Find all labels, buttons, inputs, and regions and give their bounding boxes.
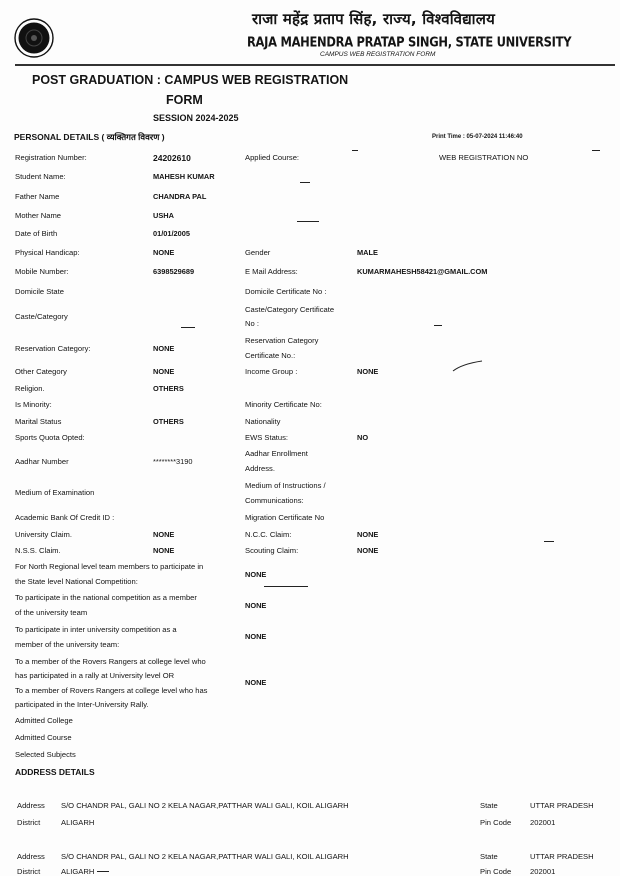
inter-univ-label-2: member of the university team:: [15, 640, 120, 649]
dob-value: 01/01/2005: [153, 229, 190, 238]
university-claim-value: NONE: [153, 530, 175, 539]
sports-quota-label: Sports Quota Opted:: [15, 433, 85, 442]
minority-cert-label: Minority Certificate No:: [245, 400, 322, 409]
north-regional-label-2: the State level National Competition:: [15, 577, 138, 586]
address-label: Address: [17, 852, 45, 861]
address-details-heading: ADDRESS DETAILS: [15, 767, 95, 777]
scan-speck: [264, 586, 308, 587]
mobile-value: 6398529689: [153, 267, 195, 276]
rovers-value: NONE: [245, 678, 267, 687]
admitted-college-label: Admitted College: [15, 716, 73, 725]
student-name-label: Student Name:: [15, 172, 66, 181]
caste-label: Caste/Category: [15, 312, 68, 321]
marital-label: Marital Status: [15, 417, 62, 426]
aadhar-enrollment-label-2: Address.: [245, 464, 275, 473]
form-title-line2: FORM: [166, 93, 203, 107]
scan-speck: [592, 150, 600, 151]
aadhar-value: ********3190: [153, 457, 193, 466]
caste-cert-label: Caste/Category Certificate: [245, 305, 335, 314]
other-category-label: Other Category: [15, 367, 67, 376]
reservation-value: NONE: [153, 344, 175, 353]
rovers-label-2: has participated in a rally at University level OR: [15, 671, 175, 680]
admitted-course-label: Admitted Course: [15, 733, 72, 742]
nationality-label: Nationality: [245, 417, 281, 426]
rovers-label: To a member of the Rovers Rangers at college level who: [15, 657, 206, 666]
student-name-value: MAHESH KUMAR: [153, 172, 215, 181]
north-regional-label: For North Regional level team members to participate in: [15, 562, 204, 571]
nss-claim-label: N.S.S. Claim.: [15, 546, 61, 555]
father-name-value: CHANDRA PAL: [153, 192, 207, 201]
mobile-label: Mobile Number:: [15, 267, 69, 276]
mother-name-label: Mother Name: [15, 211, 62, 220]
ews-label: EWS Status:: [245, 433, 289, 442]
scan-speck: [544, 541, 554, 542]
university-logo-icon: [14, 18, 54, 58]
scan-speck: [97, 871, 109, 872]
inter-univ-label: To participate in inter university competition as a: [15, 625, 177, 634]
form-title-line1: POST GRADUATION : CAMPUS WEB REGISTRATION: [32, 73, 349, 87]
rovers-label-3: To a member of Rovers Rangers at college level who has: [15, 686, 208, 695]
pin-code-label: Pin Code: [480, 867, 512, 876]
abc-id-label: Academic Bank Of Credit ID :: [15, 513, 115, 522]
gender-label: Gender: [245, 248, 271, 257]
district-value: ALIGARH: [61, 818, 95, 827]
national-comp-label-2: of the university team: [15, 608, 88, 617]
marital-value: OTHERS: [153, 417, 184, 426]
religion-value: OTHERS: [153, 384, 184, 393]
web-registration-no-label: WEB REGISTRATION NO: [439, 153, 529, 162]
email-label: E Mail Address:: [245, 267, 298, 276]
physical-handicap-value: NONE: [153, 248, 175, 257]
scan-speck: [181, 327, 195, 328]
applied-course-label: Applied Course:: [245, 153, 300, 162]
email-value: KUMARMAHESH58421@GMAIL.COM: [357, 267, 488, 276]
ncc-claim-value: NONE: [357, 530, 379, 539]
state-label: State: [480, 801, 498, 810]
income-group-value: NONE: [357, 367, 379, 376]
gender-value: MALE: [357, 248, 378, 257]
state-value: UTTAR PRADESH: [530, 852, 594, 861]
reservation-cert-label-2: Certificate No.:: [245, 351, 296, 360]
address-label: Address: [17, 801, 45, 810]
address-value: S/O CHANDR PAL, GALI NO 2 KELA NAGAR,PATTHAR WALI GALI, KOIL ALIGARH: [61, 801, 349, 810]
session-label: SESSION 2024-2025: [153, 113, 239, 123]
district-label: District: [17, 818, 41, 827]
national-comp-value: NONE: [245, 601, 267, 610]
form-subtitle: CAMPUS WEB REGISTRATION FORM: [320, 51, 436, 58]
aadhar-enrollment-label: Aadhar Enrollment: [245, 449, 308, 458]
minority-label: Is Minority:: [15, 400, 52, 409]
medium-exam-label: Medium of Examination: [15, 488, 95, 497]
mother-name-value: USHA: [153, 211, 174, 220]
state-value: UTTAR PRADESH: [530, 801, 594, 810]
inter-univ-value: NONE: [245, 632, 267, 641]
reservation-label: Reservation Category:: [15, 344, 91, 353]
aadhar-label: Aadhar Number: [15, 457, 69, 466]
dob-label: Date of Birth: [15, 229, 58, 238]
other-category-value: NONE: [153, 367, 175, 376]
pin-code-value: 202001: [530, 818, 556, 827]
registration-number-label: Registration Number:: [15, 153, 87, 162]
header-divider: [15, 64, 615, 66]
domicile-state-label: Domicile State: [15, 287, 64, 296]
university-claim-label: University Claim.: [15, 530, 72, 539]
scan-speck: [300, 182, 310, 183]
personal-details-heading: PERSONAL DETAILS ( व्यक्तिगत विवरण ): [14, 132, 165, 142]
print-time: Print Time : 05-07-2024 11:46:40: [432, 134, 523, 140]
pin-code-value: 202001: [530, 867, 556, 876]
father-name-label: Father Name: [15, 192, 60, 201]
ncc-claim-label: N.C.C. Claim:: [245, 530, 292, 539]
national-comp-label: To participate in the national competition as a member: [15, 593, 197, 602]
migration-cert-label: Migration Certificate No: [245, 513, 325, 522]
income-group-label: Income Group :: [245, 367, 298, 376]
north-regional-value: NONE: [245, 570, 267, 579]
address-value: S/O CHANDR PAL, GALI NO 2 KELA NAGAR,PATTHAR WALI GALI, KOIL ALIGARH: [61, 852, 349, 861]
state-label: State: [480, 852, 498, 861]
rovers-label-4: participated in the Inter-University Rally.: [15, 700, 149, 709]
nss-claim-value: NONE: [153, 546, 175, 555]
district-value: ALIGARH: [61, 867, 95, 876]
scan-speck: [297, 221, 319, 222]
religion-label: Religion.: [15, 384, 45, 393]
ews-value: NO: [357, 433, 369, 442]
caste-cert-label-2: No :: [245, 319, 259, 328]
medium-instruction-label: Medium of Instructions /: [245, 481, 326, 490]
scouting-claim-label: Scouting Claim:: [245, 546, 299, 555]
pen-mark: [452, 360, 484, 372]
scouting-claim-value: NONE: [357, 546, 379, 555]
university-name-hindi: राजा महेंद्र प्रताप सिंह, राज्य, विश्वविद्यालय: [252, 10, 495, 28]
domicile-cert-label: Domicile Certificate No :: [245, 287, 327, 296]
selected-subjects-label: Selected Subjects: [15, 750, 76, 759]
university-name-english: RAJA MAHENDRA PRATAP SINGH, STATE UNIVERSITY: [247, 34, 572, 51]
pin-code-label: Pin Code: [480, 818, 512, 827]
physical-handicap-label: Physical Handicap:: [15, 248, 80, 257]
reservation-cert-label: Reservation Category: [245, 336, 319, 345]
medium-instruction-label-2: Communications:: [245, 496, 304, 505]
scan-speck: [434, 325, 442, 326]
district-label: District: [17, 867, 41, 876]
registration-number-value: 24202610: [153, 153, 191, 163]
scan-speck: [352, 150, 358, 151]
